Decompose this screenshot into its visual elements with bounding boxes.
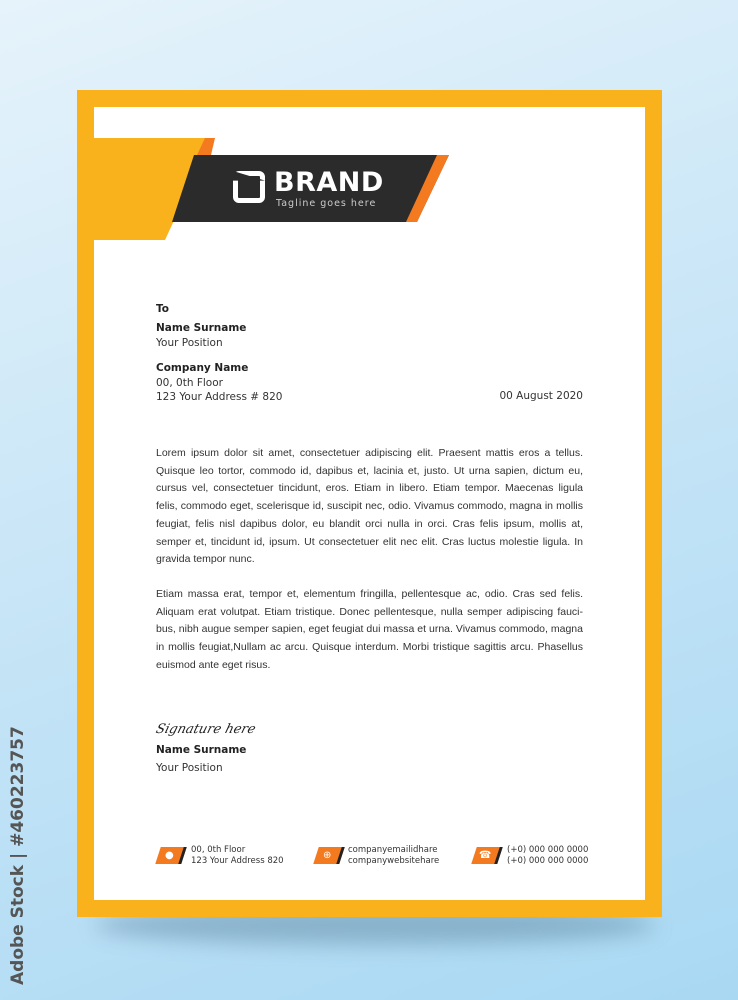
footer-phone-1: (+0) 000 000 0000 [507,845,589,855]
footer-web [348,845,439,867]
signer-name: Name Surname [156,744,247,757]
company-name: Company Name [156,362,249,374]
brand-tagline: Tagline goes here [276,198,377,209]
letter-body [156,445,583,776]
recipient-name: Name Surname [156,322,247,334]
recipient-position: Your Position [156,337,223,349]
body-paragraph-1: Lorem ipsum dolor sit amet, consectetuer adipiscing elit. Praesent mattis eros a tellus. Quisque leo tortor, commodo id, dapibus et, lacinia et, justo. Ut urna sapien, dictum eu, cursus vel, consectetuer tincidunt, eros. Etiam in libero. Etiam tempor. Maecenas ligula felis, commodo eget, scelerisque id, suscipit nec, odio. Vivamus commodo, magna in mollis feugiat, felis nisl dapibus dolor, eu blandit orci nulla in orci. Cras felis ipsum, mollis at, semper et, tincidunt id, ipsum. Ut consectetuer elit nec elit. Cras luctus molestie ligula. In gravida tempor nunc. [156,447,583,566]
telephone-icon: ☎ [471,847,503,864]
brand-name: BRAND [274,167,384,198]
footer-website: companywebsitehare [348,856,440,866]
globe-icon: ⊕ [313,847,345,864]
signature-image: Signature here [154,722,258,738]
body-paragraph-2: Etiam massa erat, tempor et, elementum fringilla, pellentesque ac, odio. Cras sed felis. Aliquam erat volutpat. Etiam tristique. Donec pellentesque, nulla semper adipiscing fauci-bus, nibh augue semper sapien, eget feugiat dui massa et urna. Vivamus commodo, magna in mollis feugiat,Nullam ac arcu. Quisque interdum. Morbi tristique sagittis arcu. Phasellus euismod ante eget risus. [156,587,583,671]
company-floor: 00, 0th Floor [156,377,223,389]
signer-position: Your Position [156,762,223,775]
letterhead-page [94,107,645,900]
footer-email: companyemailidhare [348,845,438,855]
location-pin-icon: ● [155,847,187,864]
letter-date: 00 August 2020 [499,390,583,402]
footer-address-line1: 00, 0th Floor [191,845,246,855]
to-label: To [156,303,169,315]
footer-phone [507,845,588,867]
footer-address [191,845,284,867]
footer-phone-2: (+0) 000 000 0000 [507,856,589,866]
footer-address-line2: 123 Your Address 820 [191,856,284,866]
company-address: 123 Your Address # 820 [156,391,283,403]
stock-watermark: Adobe Stock | #460223757 [8,726,28,985]
